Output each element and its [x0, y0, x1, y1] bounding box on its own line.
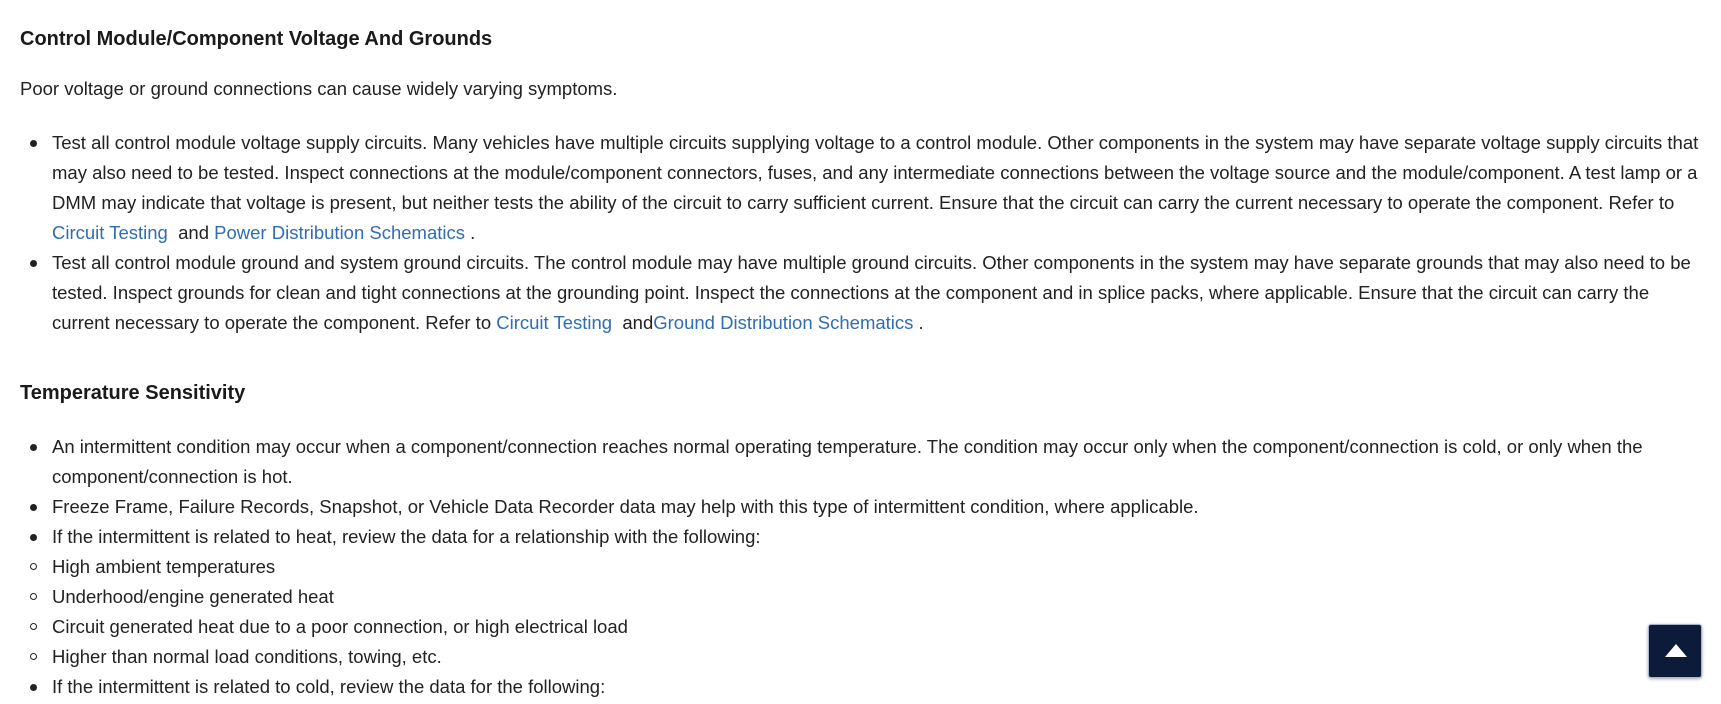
list-item [20, 248, 1710, 338]
list-item: If the intermittent is related to cold, review the data for the following: [20, 672, 1710, 702]
temperature-list [20, 432, 1710, 702]
list-item: If the intermittent is related to heat, review the data for a relationship with the following: [20, 522, 1710, 552]
list-item-text-between: and [167, 222, 215, 243]
list-item-text: Test all control module ground and system ground circuits. The control module may have multiple ground circuits. Other components in the system may have separate grounds that may also need to be tested. Inspect grounds for clean and tight connections at the grounding point. Inspect the connections at the component and in splice packs, where applicable. Ensure that the circuit can carry the current necessary to operate the component. Refer to [52, 252, 1691, 333]
sub-list-item: Higher than normal load conditions, towing, etc. [20, 642, 1710, 672]
scroll-to-top-button[interactable] [1648, 624, 1702, 678]
list-item: An intermittent condition may occur when a component/connection reaches normal operating temperature. The condition may occur only when the component/connection is cold, or only when the component/connection is hot. [20, 432, 1710, 492]
sub-list-item: High ambient temperatures [20, 552, 1710, 582]
circuit-testing-link[interactable]: Circuit Testing [496, 312, 613, 333]
sub-list-item: Circuit generated heat due to a poor connection, or high electrical load [20, 612, 1710, 642]
triangle-up-icon [1664, 643, 1688, 659]
list-item-text-end: . [465, 222, 476, 243]
list-item: Freeze Frame, Failure Records, Snapshot, or Vehicle Data Recorder data may help with this type of intermittent condition, where applicable. [20, 492, 1710, 522]
list-item-text: Test all control module voltage supply circuits. Many vehicles have multiple circuits supplying voltage to a control module. Other components in the system may have separate voltage supply circuits that may also need to be tested. Inspect connections at the module/component connectors, fuses, and any intermediate connections between the voltage source and the module/component. A test lamp or a DMM may indicate that voltage is present, but neither tests the ability of the circuit to carry sufficient current. Ensure that the circuit can carry the current necessary to operate the component. Refer to [52, 132, 1699, 213]
list-item-text-end: . [913, 312, 924, 333]
section-heading-voltage-grounds: Control Module/Component Voltage And Grounds [20, 28, 493, 50]
ground-distribution-schematics-link[interactable]: Ground Distribution Schematics [653, 312, 914, 333]
power-distribution-schematics-link[interactable]: Power Distribution Schematics [214, 222, 466, 243]
section-heading-temperature: Temperature Sensitivity [20, 382, 246, 404]
list-item [20, 128, 1710, 248]
voltage-ground-list [20, 128, 1710, 338]
list-item-text-between: and [612, 312, 654, 333]
sub-list-item: Underhood/engine generated heat [20, 582, 1710, 612]
section-intro: Poor voltage or ground connections can cause widely varying symptoms. [20, 78, 618, 99]
circuit-testing-link[interactable]: Circuit Testing [52, 222, 168, 243]
